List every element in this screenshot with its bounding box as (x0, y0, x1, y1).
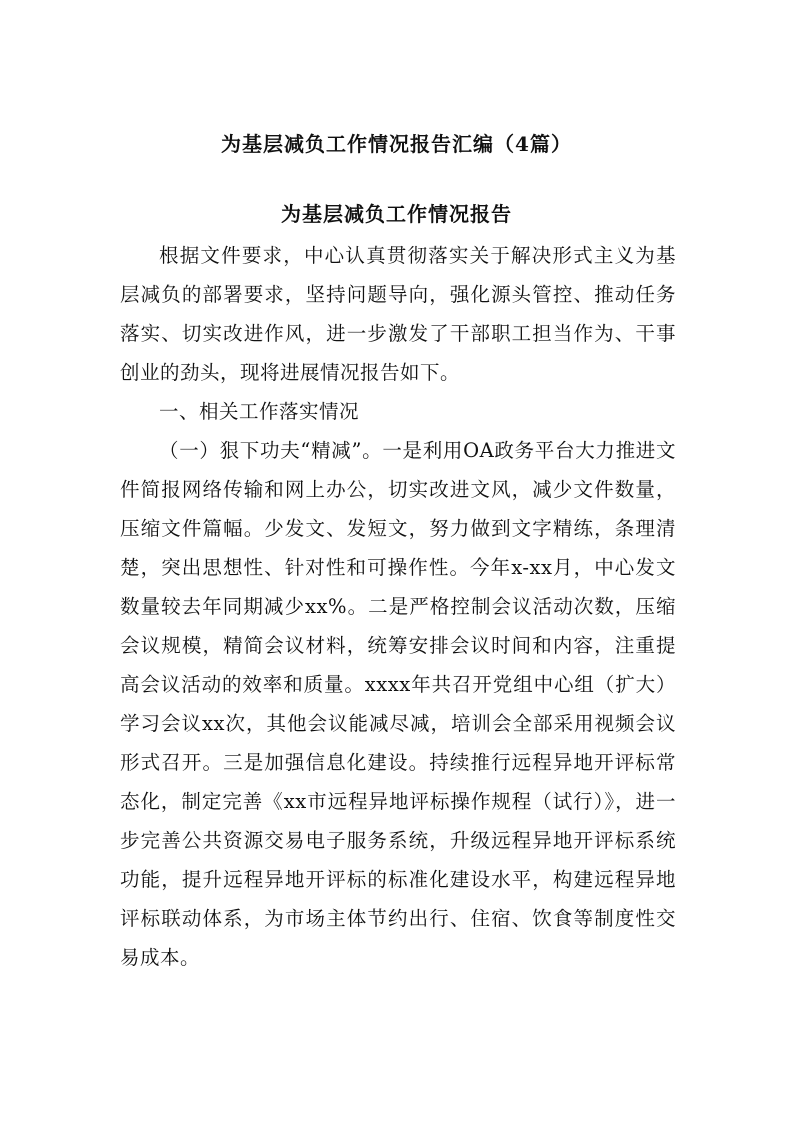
intro-paragraph: 根据文件要求，中心认真贯彻落实关于解决形式主义为基层减负的部署要求，坚持问题导向，强化源头管控、推动任务落实、切实改进作风，进一步激发了干部职工担当作为、干事创业的劲头，现将进展情况报告如下。 (120, 244, 676, 384)
body-paragraph: （一）狠下功夫“精减”。一是利用OA政务平台大力推进文件简报网络传输和网上办公，切实改进文风，减少文件数量，压缩文件篇幅。少发文、发短文，努力做到文字精练，条理清楚，突出思想性、针对性和可操作性。今年x-xx月，中心发文数量较去年同期减少xx%。二是严格控制会议活动次数，压缩会议规模，精简会议材料，统筹安排会议时间和内容，注重提高会议活动的效率和质量。xxxx年共召开党组中心组（扩大）学习会议xx次，其他会议能减尽减，培训会全部采用视频会议形式召开。三是加强信息化建设。持续推行远程异地开评标常态化，制定完善《xx市远程异地评标操作规程（试行）》，进一步完善公共资源交易电子服务系统，升级远程异地开评标系统功能，提升远程异地开评标的标准化建设水平，构建远程异地评标联动体系，为市场主体节约出行、住宿、饮食等制度性交易成本。 (120, 439, 676, 969)
document-body (120, 236, 676, 977)
section-title: 为基层减负工作情况报告 (281, 202, 512, 226)
section-heading: 一、相关工作落实情况 (159, 400, 360, 423)
document-title: 为基层减负工作情况报告汇编（4篇） (221, 132, 572, 156)
